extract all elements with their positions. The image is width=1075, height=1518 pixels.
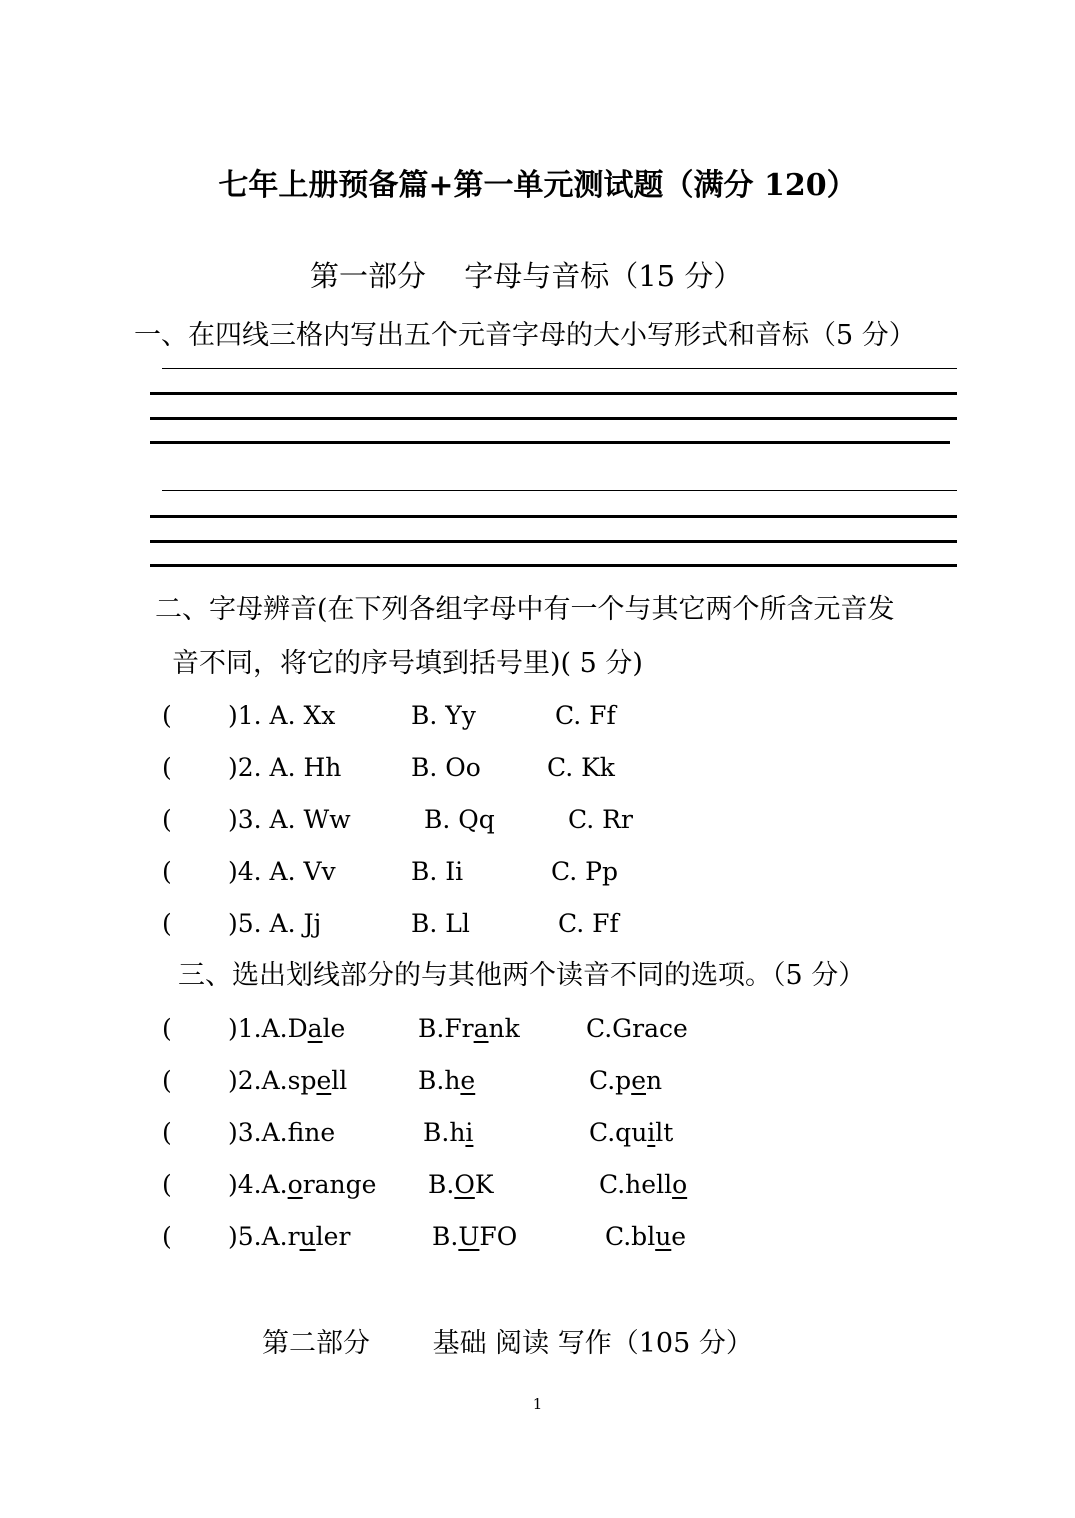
answer-blank[interactable]: ( (162, 1066, 172, 1095)
part2-heading: 第二部分 基础 阅读 写作（105 分） (262, 1328, 753, 1359)
grid-line (162, 490, 957, 491)
grid-line (150, 540, 957, 543)
grid-line (150, 417, 957, 420)
question-option-c: C. Ff (555, 701, 616, 730)
question-option-a: )5. A. Jj (228, 909, 322, 938)
page-number: 1 (532, 1395, 543, 1413)
section3-heading: 三、选出划线部分的与其他两个读音不同的选项。（5 分） (178, 960, 866, 991)
question-option-b: B. Yy (411, 701, 476, 730)
grid-line (150, 392, 957, 395)
answer-blank[interactable]: ( (162, 909, 172, 938)
grid-line (150, 441, 950, 444)
question-option-a: )4.A.orange (228, 1170, 377, 1199)
question-option-a: )1.A.Dale (228, 1014, 346, 1043)
question-option-c: C.hello (599, 1170, 688, 1199)
question-option-c: C.blue (605, 1222, 687, 1251)
question-option-a: )5.A.ruler (228, 1222, 351, 1251)
question-option-c: C. Kk (547, 753, 615, 782)
grid-line (162, 368, 957, 369)
answer-blank[interactable]: ( (162, 857, 172, 886)
question-option-b: B.Frank (418, 1014, 520, 1043)
question-option-b: B.OK (428, 1170, 494, 1199)
answer-blank[interactable]: ( (162, 1118, 172, 1147)
question-option-b: B. Oo (411, 753, 481, 782)
answer-blank[interactable]: ( (162, 753, 172, 782)
grid-line (150, 515, 957, 518)
question-option-a: )4. A. Vv (228, 857, 336, 886)
question-option-a: )1. A. Xx (228, 701, 336, 730)
question-option-a: )3.A.fne (228, 1118, 336, 1147)
question-option-b: B.UFO (432, 1222, 518, 1251)
question-option-a: )3. A. Ww (228, 805, 351, 834)
grid-line (150, 564, 957, 567)
part1-heading: 第一部分 字母与音标（15 分） (310, 259, 743, 293)
answer-blank[interactable]: ( (162, 1222, 172, 1251)
answer-blank[interactable]: ( (162, 1014, 172, 1043)
section2-heading-line1: 二、字母辨音(在下列各组字母中有一个与其它两个所含元音发 (155, 594, 895, 625)
answer-blank[interactable]: ( (162, 805, 172, 834)
question-option-c: C. Rr (568, 805, 633, 834)
question-option-c: C. Pp (551, 857, 618, 886)
question-option-a: )2.A.spell (228, 1066, 348, 1095)
question-option-c: C.quilt (589, 1118, 674, 1147)
question-option-b: B. Qq (424, 805, 495, 834)
question-option-b: B. Ll (411, 909, 470, 938)
question-option-c: C. Ff (558, 909, 619, 938)
question-option-c: C.Grace (586, 1014, 688, 1043)
question-option-b: B.he (418, 1066, 476, 1095)
question-option-c: C.pen (589, 1066, 663, 1095)
answer-blank[interactable]: ( (162, 701, 172, 730)
question-option-b: B. Ii (411, 857, 464, 886)
question-option-a: )2. A. Hh (228, 753, 342, 782)
answer-blank[interactable]: ( (162, 1170, 172, 1199)
document-title: 七年上册预备篇+第一单元测试题（满分 120） (218, 168, 857, 203)
section2-heading-line2: 音不同，将它的序号填到括号里)( 5 分) (172, 648, 643, 679)
section1-heading: 一、在四线三格内写出五个元音字母的大小写形式和音标（5 分） (134, 320, 916, 351)
question-option-b: B.hi (423, 1118, 474, 1147)
